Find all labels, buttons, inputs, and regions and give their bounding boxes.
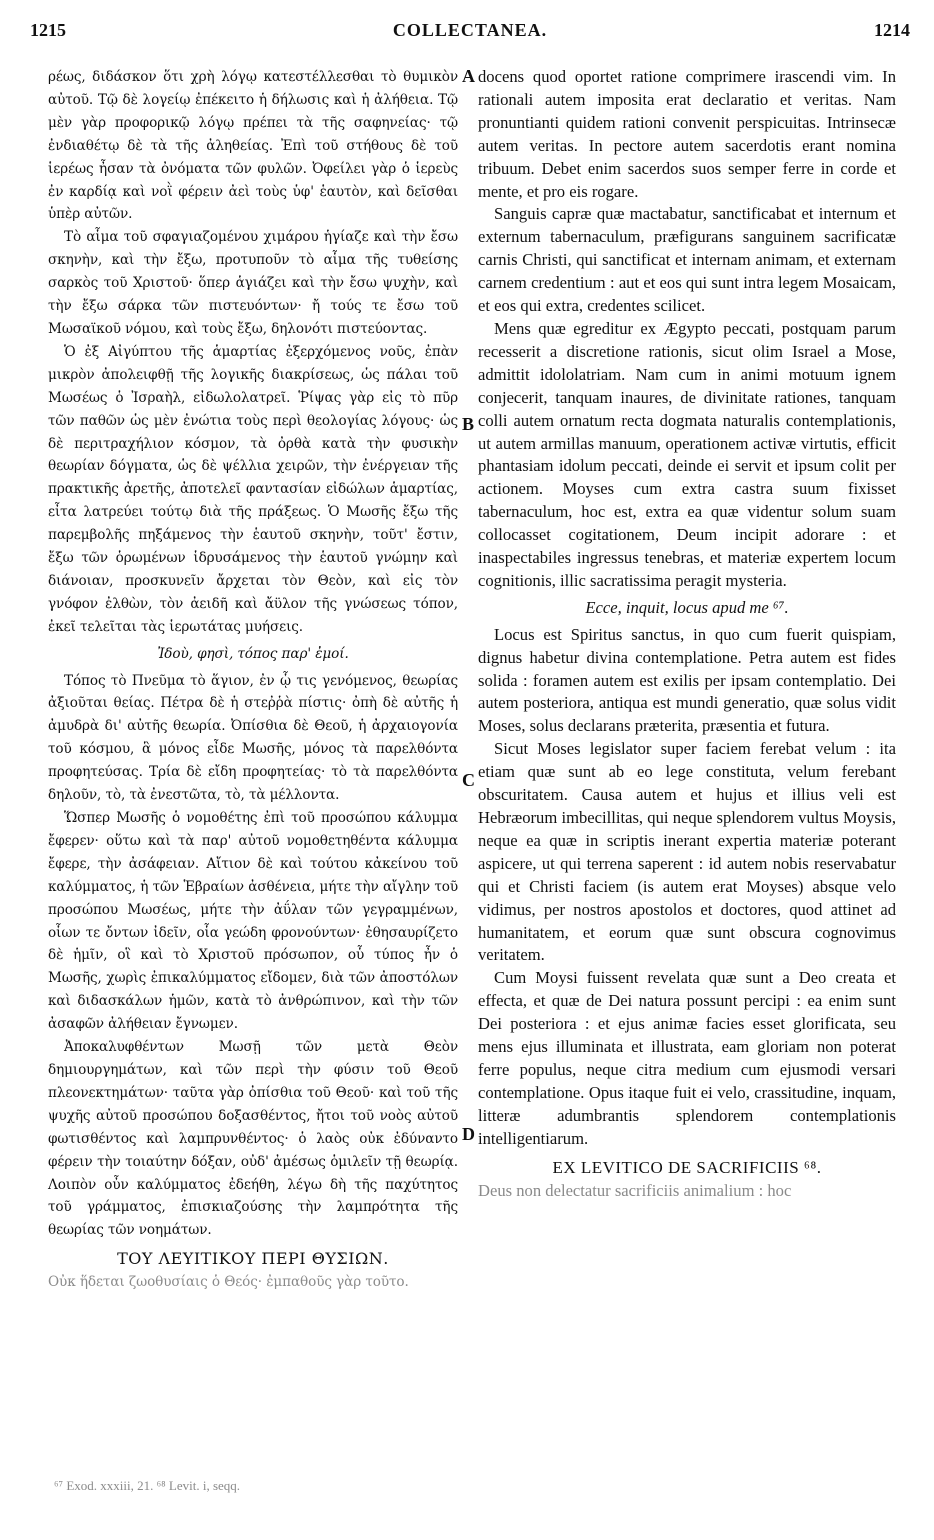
- margin-marker-b: B: [462, 414, 475, 434]
- latin-faded-line: Deus non delectatur sacrificiis animalium : hoc: [478, 1180, 792, 1200]
- greek-paragraph: Ὥσπερ Μωσῆς ὁ νομοθέτης ἐπὶ τοῦ προσώπου κάλυμμα ἔφερεν· οὕτω καὶ τὰ παρ' αὐτοῦ νομοθετηθέντα κάλυμμα ἔφερε, τὴν ἀσάφειαν. Αἴτιον δὲ καὶ τούτου κἀκείνου τοῦ καλύμματος, ἡ τῶν Ἑβραίων ἀσθένεια, μήτε τὴν αἴγλην τοῦ προσώπου Μωσέως, μήτε τὴν ἀΰλαν τῶν γεγραμμένων, οἷων τε ὄντων ἰδεῖν, οἷα γεώδη φρονούντων· ἐθησαυρίζετο δὲ ἡμῖν, οἳ καὶ τὸ Χριστοῦ πρόσωπον, οὗ τύπος ἦν ὁ Μωσῆς, χωρὶς ἐπικαλύμματος εἴδομεν, διὰ τῶν ἀποστόλων καὶ διδασκάλων ἡμῶν, κατὰ τὸ ἀνθρώπινον, καὶ τὴν τῶν ἀσαφῶν ἀλήθειαν ἔγνωμεν.: [48, 810, 458, 1033]
- margin-marker-c: C: [462, 770, 475, 790]
- latin-paragraph: Mens quæ egreditur ex Ægypto peccati, postquam parum recesserit a discretione rationis, sicut olim Israel a Mose, admittit idololatriam. Nam cum in animi motuum ignem conjecerit, tanquam inaures, de divinitate rationes, tanquam colli autem ornatum recta dogmata naturalis contemplationis, ut autem armillas manuum, operationem activæ virtutis, efficit phantasiam idolum peccati, deinde ei servit et ipsum colit per actionem. Moyses cum extra castra suum fixisset tabernaculum, hoc est, extra ea quæ videntur solum suam collocasset cogitationem, Deum incipit adorare : et inaspectabiles ingressus tenebras, et materiæ expertem locum cognitionis, illic sacratissima peragit mysteria.: [478, 318, 896, 590]
- latin-section-title: EX LEVITICO DE SACRIFICIIS ⁶⁸.: [552, 1157, 822, 1177]
- running-title: COLLECTANEA.: [392, 20, 548, 40]
- latin-paragraph: Cum Moysi fuissent revelata quæ sunt a Deo creata et effecta, et quæ de Dei natura possunt percipi : ea enim sunt Dei posteriora : et ejus animæ facies esset glorificata, seu mens ejus illuminata et illustrata, eam gloriam non poterat ferre populus, neque citra medium cum ejusmodi versari contemplatione. Opus itaque fuit ei velo, crassitudine, inquam, litteræ adumbrantis splendorem contemplationis intelligentiarum.: [478, 968, 896, 1148]
- greek-paragraph: Ὁ ἐξ Αἰγύπτου τῆς ἁμαρτίας ἐξερχόμενος νοῦς, ἐπὰν μικρὸν ἀπολειφθῇ τῆς λογικῆς διακρίσεως, ὡς πάλαι τοῦ Μωσέως ὁ Ἰσραὴλ, εἰδωλολατρεῖ. Ῥίψας γὰρ εἰς τὸ πῦρ τῶν παθῶν ὡς μὲν ἐνώτια τοὺς περὶ θεολογίας λόγους· ὡς δὲ περιτραχήλιον κόσμον, τὰ ὀρθὰ κατὰ τὴν φυσικὴν θεωρίαν δόγματα, ὡς δὲ ψέλλια χειρῶν, τὴν ἐνέργειαν τῆς πρακτικῆς ἀρετῆς, ἀποτελεῖ φαντασίαν εἰδώλων ἁμαρτίας, εἶτα λατρεύει τούτῳ διὰ τῆς πράξεως. Ὁ Μωσῆς ἔξω τῆς παρεμβολῆς πηξάμενος τὴν ἑαυτοῦ σκηνὴν, τοῦτ' ἔστιν, ἔξω τῶν ὁρωμένων ἱδρυσάμενος τὴν ἑαυτοῦ γνώμην καὶ διάνοιαν, προσκυνεῖν ἄρχεται τὸν Θεὸν, καὶ εἰς τὸν γνόφον ἐλθὼν, τὸν ἀειδῆ καὶ ἄϋλον τῆς γνώσεως τόπον, ἐκεῖ τελεῖται τὰς ἱερωτάτας μυήσεις.: [48, 343, 458, 635]
- latin-paragraph: Sanguis capræ quæ mactabatur, sanctificabat et internum et externum tabernaculum, præfigurans sanguinem sacrificatæ carnis Christi, qui sanctificat et internam animam, et externam carnem credentium : aut et eos qui sunt intra legem Mosaicam, et eos qui extra, credentes scilicet.: [478, 204, 896, 316]
- greek-paragraph: Τὸ αἷμα τοῦ σφαγιαζομένου χιμάρου ἡγίαζε καὶ τὴν ἔσω σκηνὴν, καὶ τὴν ἔξω, προτυποῦν τὸ αἷμα τῆς τυθείσης σαρκὸς τοῦ Χριστοῦ· ὅπερ ἁγιάζει καὶ τὴν ἔσω ψυχὴν, καὶ τὴν ἔξω σάρκα τῶν πιστευόντων· ἤ τούς τε ἔσω τοῦ Μωσαϊκοῦ νόμου, καὶ τοὺς ἔξω, δηλονότι πιστεύοντας.: [48, 229, 458, 337]
- greek-paragraph: Ἀποκαλυφθέντων Μωσῇ τῶν μετὰ Θεὸν δημιουργημάτων, καὶ τῶν περὶ τὴν φύσιν τοῦ Θεοῦ πλεονεκτημάτων· ταῦτα γὰρ ὀπίσθια τοῦ Θεοῦ· καὶ τοῦ τῆς ψυχῆς αὐτοῦ προσώπου δοξασθέντος, ἤτοι τοῦ νοὸς αὐτοῦ φωτισθέντος καὶ λαμπρυνθέντος· ὁ λαὸς οὐκ ἐδύναντο φέρειν τὴν τοιαύτην δόξαν, οὐδ' ἀμέσως ὁμιλεῖν τῇ θεωρίᾳ. Λοιπὸν οὖν καλύμματος ἐδεήθη, λέγω δὴ τῆς παχύτητος τοῦ γράμματος, ἐπισκιαζούσης τὴν λαμπρότητα τῆς θεωρίας τῶν νοημάτων.: [48, 1039, 458, 1239]
- latin-paragraph: Sicut Moses legislator super faciem ferebat velum : ita etiam quæ sunt ab eo lege constituta, velum ferebant obscuritatem. Causa autem et hujus et illius veli est Hebræorum imbecillitas, qui neque splendorem vultus Moysis, neque ea quæ in scriptis inerant expertia materiæ poterant aspicere, ut qui terrena saperent : id autem nobis reservabatur qui et Christi faciem (is autem erat Moyses) absque velo vidimus, per nostros apostolos et doctores, quod attinet ad humanitatem, et eorum quæ sunt obscura cognovimus veritatem.: [478, 739, 896, 965]
- greek-paragraph: ρέως, διδάσκον ὅτι χρὴ λόγῳ κατεστέλλεσθαι τὸ θυμικὸν αὐτοῦ. Τῷ δὲ λογείῳ ἐπέκειτο ἡ δήλωσις καὶ ἡ ἀλήθεια. Τῷ μὲν γὰρ προφορικῷ λόγῳ πρέπει τὰ τῆς σαφηνείας· τῷ ἐνδιαθέτῳ δὲ τὰ τῆς ἀληθείας. Ἐπὶ τοῦ στήθους δὲ τοῦ ἱερέως ἦσαν τὰ ὀνόματα τῶν φυλῶν. Ὀφείλει γὰρ ὁ ἱερεὺς ἐν καρδίᾳ καὶ νοῒ φέρειν ἀεὶ τοὺς ὑφ' ἑαυτὸν, καὶ δεῖσθαι ὑπὲρ αὐτῶν.: [48, 69, 458, 223]
- greek-column: [48, 66, 458, 1294]
- footnote: ⁶⁷ Exod. xxxiii, 21. ⁶⁸ Levit. i, seqq.: [54, 1478, 241, 1493]
- greek-paragraph: Τόπος τὸ Πνεῦμα τὸ ἅγιον, ἐν ᾧ τις γενόμενος, θεωρίας ἀξιοῦται θείας. Πέτρα δὲ ἡ στεῤῥὰ πίστις· ὀπὴ δὲ αὐτῆς ἡ ἀμυδρὰ δι' αὐτῆς θεωρία. Ὀπίσθια δὲ Θεοῦ, ἡ ἀρχαιογονία τοῦ κόσμου, ἃ μόνος εἶδε Μωσῆς, μόνος τὰ παρελθόντα προφητεύσας. Τρία δὲ εἴδη προφητείας· τὸ τὰ παρελθόντα δηλοῦν, τὸ, τὰ ἐνεστῶτα, τὸ, τὰ μέλλοντα.: [48, 672, 458, 804]
- latin-paragraph: Locus est Spiritus sanctus, in quo cum fuerit quispiam, dignus habetur divina contemplatione. Petra autem est fides solida : foramen autem est exilis per ipsam contemplatio. Dei autem posteriora, antiqua est mundi generatio, quæ solus vidit Moses, solus declarans præterita, præsentia et futura.: [478, 624, 896, 736]
- greek-section-heading: Ἰδοὺ, φησὶ, τόπος παρ' ἐμοί.: [157, 645, 349, 662]
- page-number-right: 1214: [874, 20, 910, 40]
- page-number-left: 1215: [30, 20, 66, 40]
- latin-paragraph: docens quod oportet ratione comprimere irascendi vim. In rationali autem imposita erat declaratio et veritas. Nam pronuntianti quidem rationi convenit perspicuitas. Intrinsecæ autem veritas. In pectore autem sacerdotis erant nomina tribuum. Debet enim sacerdos suos semper ferre in corde et mente, et pro eis rogare.: [478, 67, 896, 201]
- latin-column: [478, 66, 896, 1202]
- greek-section-title: ΤΟΥ ΛΕΥΙΤΙΚΟΥ ΠΕΡΙ ΘΥΣΙΩΝ.: [117, 1249, 389, 1269]
- margin-marker-d: D: [462, 1124, 475, 1144]
- latin-section-heading: Ecce, inquit, locus apud me ⁶⁷.: [585, 597, 789, 617]
- greek-faded-line: Οὐκ ἥδεται ζωοθυσίαις ὁ Θεός· ἐμπαθοῦς γὰρ τοῦτο.: [48, 1274, 409, 1291]
- margin-marker-a: A: [462, 66, 475, 86]
- page-header: [30, 14, 910, 44]
